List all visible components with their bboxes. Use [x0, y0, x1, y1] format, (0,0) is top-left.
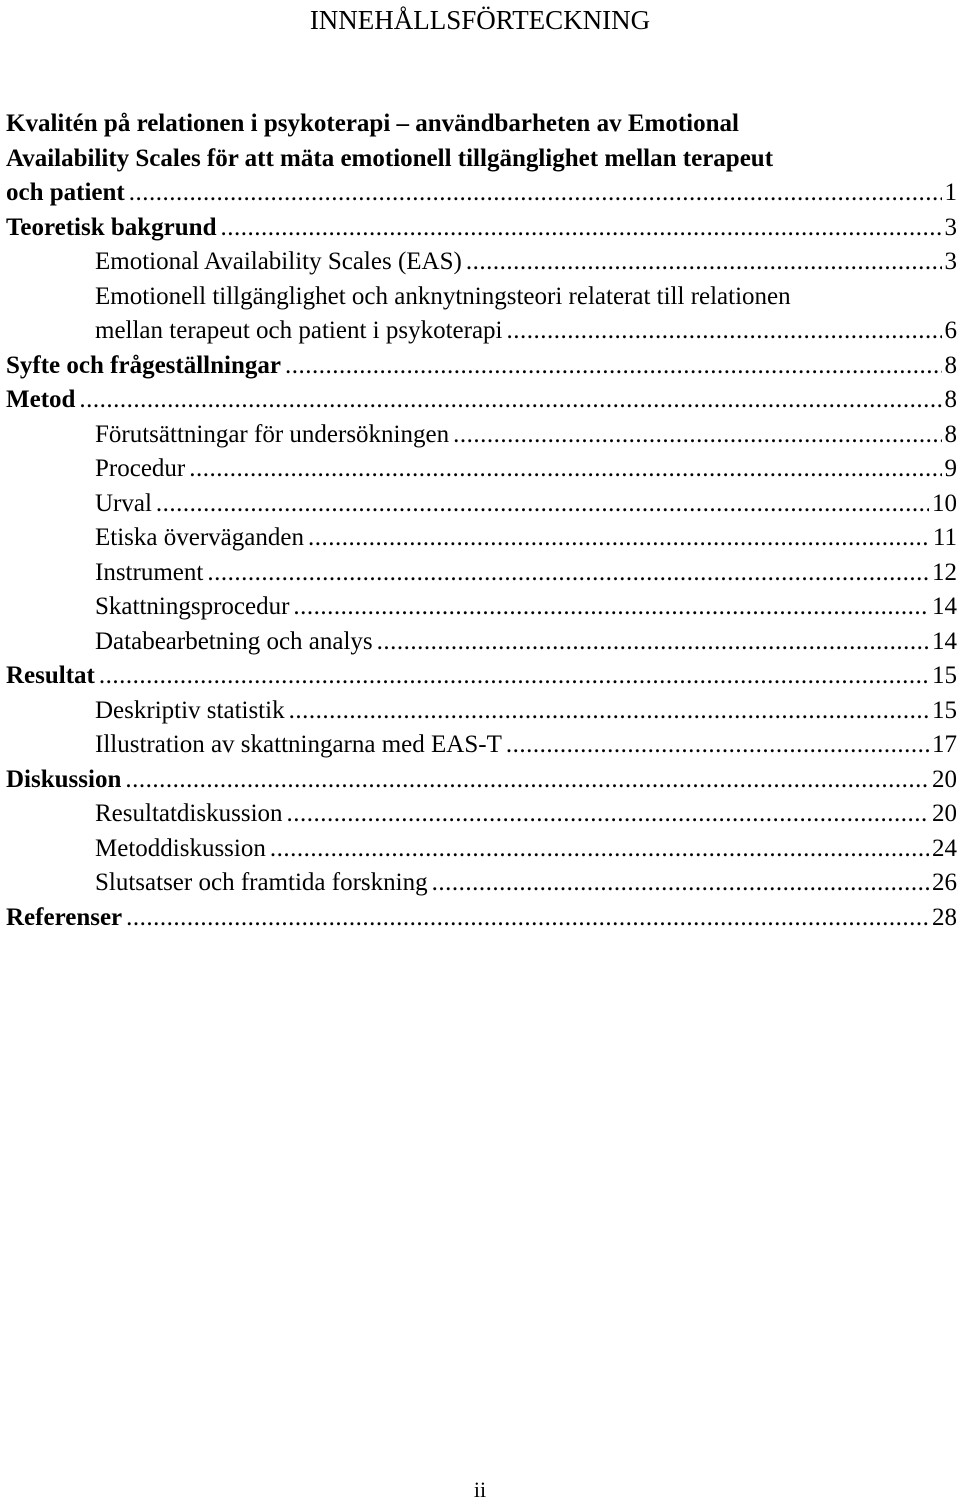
toc-entry-line [6, 176, 957, 211]
toc-entry-title: Resultat [6, 662, 95, 689]
toc-entry[interactable] [6, 280, 957, 349]
toc-entry-title: Urval [95, 489, 152, 517]
toc-entry[interactable] [6, 694, 957, 729]
toc-entry[interactable] [6, 383, 957, 418]
toc-entry-page-number: 15 [932, 696, 957, 724]
toc-entry-line [6, 211, 957, 246]
toc-entry-page-number: 8 [944, 351, 957, 379]
table-of-contents [6, 107, 957, 935]
toc-entry-line [95, 625, 957, 660]
toc-entry[interactable] [6, 728, 957, 763]
toc-entry-line [95, 866, 957, 901]
toc-entry-line [95, 418, 957, 453]
dot-leader [125, 763, 929, 798]
toc-entry-line [95, 728, 957, 763]
dot-leader [287, 797, 929, 832]
dot-leader [129, 176, 942, 211]
toc-entry-line [6, 901, 957, 936]
toc-entry-page-number: 26 [932, 869, 957, 896]
toc-entry[interactable] [6, 107, 957, 211]
dot-leader [308, 521, 930, 556]
toc-entry-page-number: 6 [944, 317, 957, 344]
toc-entry-title: Deskriptiv statistik [95, 696, 285, 724]
toc-entry-title: Förutsättningar för undersökningen [95, 420, 450, 448]
toc-entry-page-number: 15 [932, 662, 957, 689]
dot-leader [506, 728, 929, 763]
toc-entry[interactable] [6, 418, 957, 453]
toc-entry[interactable] [6, 590, 957, 625]
dot-leader [377, 625, 929, 660]
toc-entry-line [95, 487, 957, 522]
toc-entry-line [95, 245, 957, 280]
toc-entry[interactable] [6, 866, 957, 901]
toc-entry-page-number: 8 [944, 420, 957, 448]
toc-entry-line [95, 452, 957, 487]
dot-leader [466, 245, 942, 280]
toc-entry[interactable] [6, 452, 957, 487]
toc-entry-page-number: 28 [932, 903, 957, 931]
toc-entry-line [95, 556, 957, 591]
toc-entry-title: Emotional Availability Scales (EAS) [95, 248, 462, 275]
toc-entry-title: Etiska överväganden [95, 524, 304, 551]
dot-leader [270, 832, 929, 867]
toc-entry-line [6, 349, 957, 384]
dot-leader [289, 694, 929, 729]
toc-entry-page-number: 14 [932, 627, 957, 655]
toc-entry-line [95, 590, 957, 625]
toc-entry-page-number: 8 [944, 386, 957, 413]
toc-entry-page-number: 12 [932, 558, 957, 586]
dot-leader [221, 211, 942, 246]
toc-entry[interactable] [6, 245, 957, 280]
toc-entry-line [95, 521, 957, 556]
toc-entry-line [95, 314, 957, 349]
toc-entry-page-number: 17 [932, 731, 957, 758]
toc-entry[interactable] [6, 487, 957, 522]
toc-entry-page-number: 20 [932, 765, 957, 793]
dot-leader [79, 383, 941, 418]
dot-leader [285, 349, 942, 384]
toc-entry-line [6, 763, 957, 798]
toc-entry-title-line: Emotionell tillgänglighet och anknytningsteori relaterat till relationen [95, 282, 791, 310]
toc-entry-line [6, 383, 957, 418]
dot-leader [507, 314, 942, 349]
toc-entry-title: Databearbetning och analys [95, 627, 373, 655]
dot-leader [453, 418, 941, 453]
toc-entry-title: Syfte och frågeställningar [6, 351, 281, 379]
dot-leader [156, 487, 929, 522]
toc-entry-page-number: 3 [944, 213, 957, 241]
toc-entry[interactable] [6, 521, 957, 556]
toc-entry-page-number: 1 [944, 179, 957, 206]
toc-entry-title: Resultatdiskussion [95, 800, 283, 827]
toc-entry[interactable] [6, 797, 957, 832]
toc-entry-title-line: Kvalitén på relationen i psykoterapi – användbarheten av Emotional [6, 110, 739, 137]
toc-entry-page-number: 24 [932, 834, 957, 862]
toc-entry[interactable] [6, 211, 957, 246]
toc-entry-title: mellan terapeut och patient i psykoterapi [95, 317, 503, 344]
toc-entry-page-number: 10 [932, 489, 957, 517]
toc-entry-title: Instrument [95, 558, 204, 586]
toc-entry-title: och patient [6, 179, 125, 206]
toc-entry[interactable] [6, 625, 957, 660]
toc-entry-page-number: 20 [932, 800, 957, 827]
toc-entry-title: Metod [6, 386, 76, 413]
toc-entry-title: Teoretisk bakgrund [6, 213, 217, 241]
dot-leader [293, 590, 929, 625]
toc-entry-page-number: 9 [944, 455, 957, 482]
dot-leader [432, 866, 929, 901]
dot-leader [189, 452, 941, 487]
dot-leader [207, 556, 929, 591]
toc-entry-title-line: Availability Scales för att mäta emotionell tillgänglighet mellan terapeut [6, 144, 774, 172]
page-title: INNEHÅLLSFÖRTECKNING [309, 5, 651, 35]
toc-entry-line [95, 694, 957, 729]
toc-entry-title: Procedur [95, 455, 186, 482]
toc-entry-page-number: 11 [932, 524, 957, 551]
toc-entry-line [95, 797, 957, 832]
toc-entry-title: Skattningsprocedur [95, 593, 290, 620]
page-number: ii [473, 1477, 487, 1502]
toc-entry-title: Slutsatser och framtida forskning [95, 869, 428, 896]
toc-entry-line [95, 832, 957, 867]
toc-entry[interactable] [6, 349, 957, 384]
toc-entry-page-number: 14 [932, 593, 957, 620]
toc-entry-title: Diskussion [6, 765, 122, 793]
dot-leader [99, 659, 929, 694]
toc-entry[interactable] [6, 659, 957, 694]
toc-entry[interactable] [6, 763, 957, 798]
toc-entry[interactable] [6, 901, 957, 936]
toc-entry-title: Illustration av skattningarna med EAS-T [95, 731, 502, 758]
toc-entry-page-number: 3 [944, 248, 957, 275]
dot-leader [126, 901, 929, 936]
toc-entry-title: Metoddiskussion [95, 834, 266, 862]
toc-entry[interactable] [6, 556, 957, 591]
toc-entry[interactable] [6, 832, 957, 867]
toc-entry-title: Referenser [6, 903, 123, 931]
toc-entry-line [6, 659, 957, 694]
